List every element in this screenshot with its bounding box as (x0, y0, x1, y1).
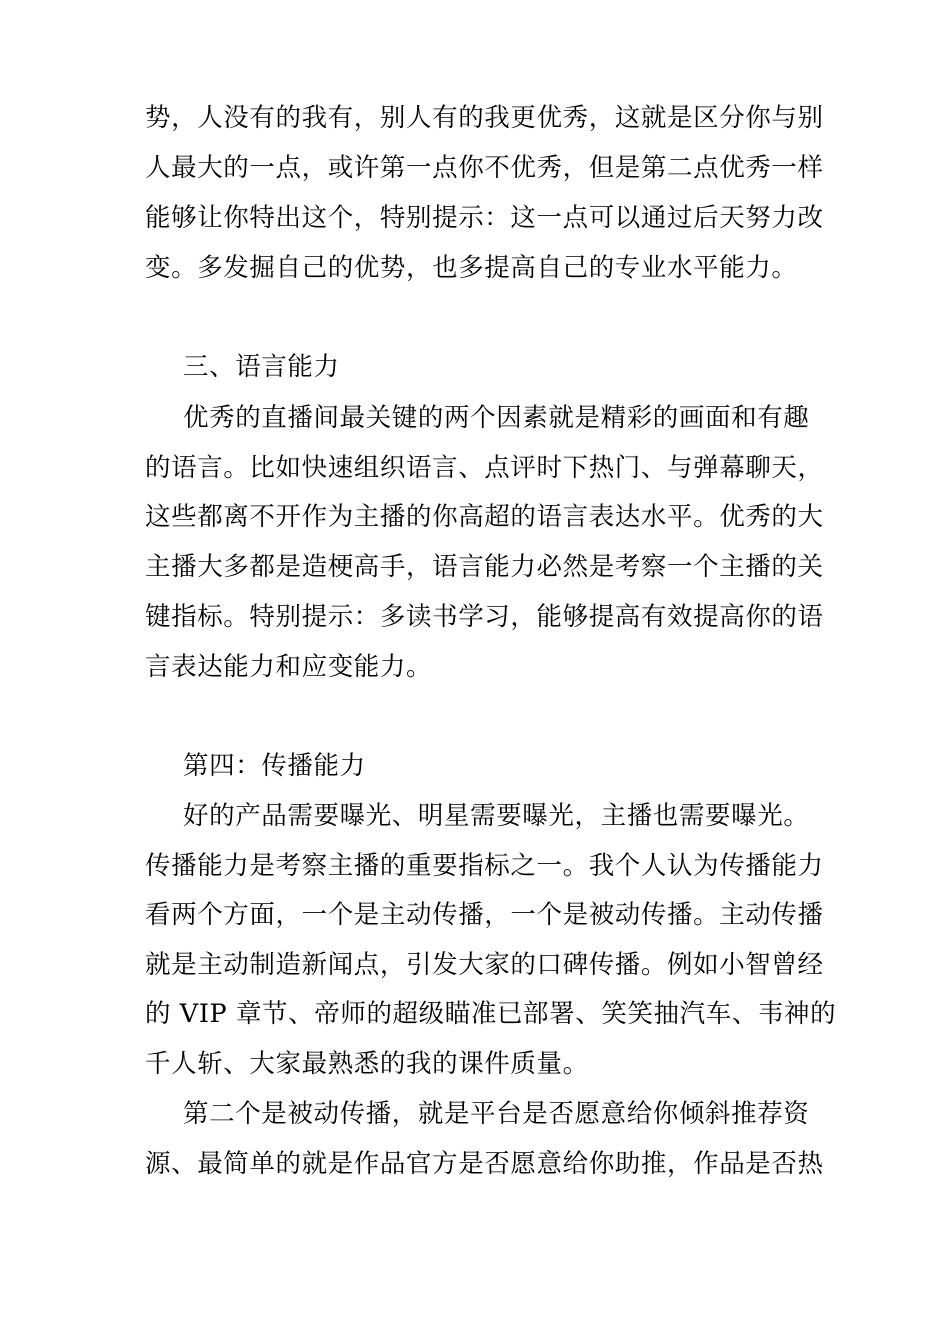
paragraph-line: 势，人没有的我有，别人有的我更优秀，这就是区分你与别 (145, 103, 824, 133)
paragraph-line: 键指标。特别提示：多读书学习，能够提高有效提高你的语 (145, 602, 824, 632)
paragraph-line: 变。多发掘自己的优势，也多提高自己的专业水平能力。 (145, 253, 798, 283)
paragraph-line: 的 VIP 章节、帝师的超级瞄准已部署、笑笑抽汽车、韦神的 (145, 999, 837, 1029)
paragraph-line: 千人斩、大家最熟悉的我的课件质量。 (145, 1049, 589, 1079)
paragraph-line: 看两个方面，一个是主动传播，一个是被动传播。主动传播 (145, 900, 824, 930)
paragraph-line: 能够让你特出这个，特别提示：这一点可以通过后天努力改 (145, 203, 824, 233)
paragraph-line: 源、最简单的就是作品官方是否愿意给你助推，作品是否热 (145, 1149, 824, 1179)
paragraph-line: 传播能力是考察主播的重要指标之一。我个人认为传播能力 (145, 851, 824, 881)
paragraph-line: 就是主动制造新闻点，引发大家的口碑传播。例如小智曾经 (145, 950, 824, 980)
paragraph-line: 的语言。比如快速组织语言、点评时下热门、与弹幕聊天， (145, 453, 824, 483)
paragraph-line: 优秀的直播间最关键的两个因素就是精彩的画面和有趣 (183, 403, 810, 433)
section-heading: 第四：传播能力 (183, 751, 366, 781)
paragraph-line: 第二个是被动传播，就是平台是否愿意给你倾斜推荐资 (183, 1099, 810, 1129)
paragraph-line: 这些都离不开作为主播的你高超的语言表达水平。优秀的大 (145, 502, 824, 532)
paragraph-line: 言表达能力和应变能力。 (145, 652, 433, 682)
paragraph-line: 人最大的一点，或许第一点你不优秀，但是第二点优秀一样 (145, 153, 824, 183)
paragraph-line: 好的产品需要曝光、明星需要曝光，主播也需要曝光。 (183, 801, 810, 831)
section-heading: 三、语言能力 (183, 352, 340, 382)
paragraph-line: 主播大多都是造梗高手，语言能力必然是考察一个主播的关 (145, 552, 824, 582)
